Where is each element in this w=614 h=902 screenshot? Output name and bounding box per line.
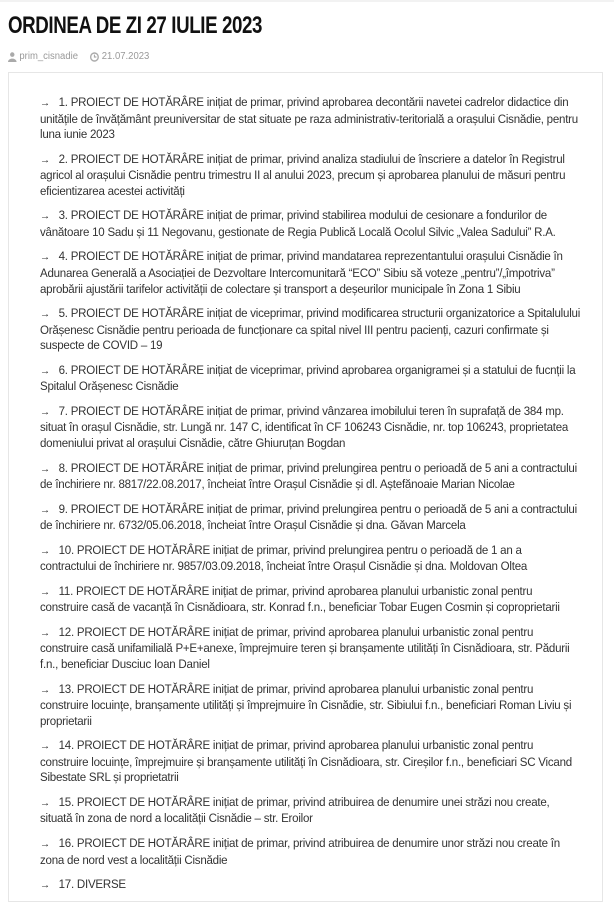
agenda-item — [40, 625, 580, 673]
agenda-item-text: 2. PROIECT DE HOTĂRÂRE inițiat de primar, privind analiza stadiului de înscriere a datelor în Registrul agricol al orașului Cisnădie pentru trimestru II al anului 2023, precum și aprobarea planului de măsuri pentru eficientizarea acestei activități — [40, 151, 566, 198]
agenda-item — [40, 877, 580, 894]
arrow-icon: → — [40, 740, 50, 753]
arrow-icon: → — [40, 210, 50, 223]
agenda-item — [40, 95, 580, 143]
agenda-item-text: 8. PROIECT DE HOTĂRÂRE inițiat de primar, privind prelungirea pentru o perioadă de 5 ani a contractului de închiriere nr. 8817/22.08.2017, încheiat între Orașul Cisnădie și dl. Aștefănoaie Marian Nicolae — [40, 460, 577, 492]
agenda-item — [40, 306, 580, 354]
agenda-item — [40, 836, 580, 868]
arrow-icon: → — [40, 837, 50, 850]
agenda-item-text: 12. PROIECT DE HOTĂRÂRE inițiat de primar, privind aprobarea planului urbanistic zonal pentru construire casă unifamilială P+E+anexe, împrejmuire teren și branșamente utilități în Cisnădioara, str. Pădurii f.n., beneficiar Dusciuc Ioan Daniel — [40, 624, 570, 672]
agenda-item-text: 7. PROIECT DE HOTĂRÂRE inițiat de primar, privind vânzarea imobilului teren în suprafață de 384 mp. situat în orașul Cisnădie, str. Lungă nr. 147 C, identificat în CF 106243 Cisnădie, nr. top 106243, proprietatea domeniului privat al orașului Cisnădie, către Ghiuruțan Bogdan — [40, 403, 569, 451]
agenda-item — [40, 584, 580, 616]
agenda-list — [40, 95, 580, 902]
arrow-icon: → — [40, 503, 50, 516]
arrow-icon: → — [40, 683, 50, 696]
arrow-icon: → — [40, 626, 50, 639]
agenda-item-text: 3. PROIECT DE HOTĂRÂRE inițiat de primar, privind stabilirea modului de cesionare a fondurilor de vânătoare 10 Sadu și 11 Negovanu, gestionate de Regia Publică Locală Ocolul Silvic „Valea Sadului” R.A. — [40, 208, 556, 239]
agenda-item — [40, 795, 580, 827]
arrow-icon: → — [40, 97, 50, 109]
agenda-item-text: 16. PROIECT DE HOTĂRÂRE inițiat de primar, privind atribuirea de denumire unor străzi nou create în zona de nord vest a localității Cisnădie — [40, 835, 560, 867]
clock-icon — [89, 52, 99, 62]
agenda-item-text: 13. PROIECT DE HOTĂRÂRE inițiat de primar, privind aprobarea planului urbanistic zonal pentru construire locuințe, branșamente utilități și împrejmuire în Cisnădie, str. Sibiului f.n., beneficiari Roman Liviu și proprietarii — [40, 681, 572, 728]
arrow-icon: → — [40, 308, 50, 321]
agenda-item-text: 6. PROIECT DE HOTĂRÂRE inițiat de viceprimar, privind aprobarea organigramei și a statului de fucnții la Spitalul Orășenesc Cisnădie — [40, 362, 576, 394]
arrow-icon: → — [40, 153, 50, 166]
agenda-item — [40, 404, 580, 452]
page-title: ORDINEA DE ZI 27 IULIE 2023 — [8, 12, 263, 39]
agenda-item-text: 15. PROIECT DE HOTĂRÂRE inițiat de primar, privind atribuirea de denumire unei străzi nou create, situată în zona de nord a localității Cisnădie – str. Eroilor — [40, 794, 550, 826]
arrow-icon: → — [40, 251, 50, 264]
arrow-icon: → — [40, 364, 50, 377]
agenda-item — [40, 461, 580, 493]
arrow-icon: → — [40, 462, 50, 475]
date-text: 21.07.2023 — [101, 51, 150, 62]
user-icon — [8, 52, 17, 62]
agenda-item — [40, 738, 580, 786]
agenda-item — [40, 502, 580, 534]
top-divider — [0, 0, 614, 2]
agenda-item-text: 17. DIVERSE — [58, 877, 126, 891]
agenda-item-text: 9. PROIECT DE HOTĂRÂRE inițiat de primar, privind prelungirea pentru o perioadă de 5 ani a contractului de închiriere nr. 6732/05.06.2018, încheiat între Orașul Cisnădie și dna. Găvan Marcela — [40, 501, 577, 533]
post-meta — [8, 51, 149, 62]
agenda-item-text: 14. PROIECT DE HOTĂRÂRE inițiat de primar, privind aprobarea planului urbanistic zonal pentru construire locuințe, împrejmuire și branșamente utilități în Cisnădioara, str. Cireșilor f.n., beneficiari SC Vicand Sibestate SRL și proprietatrii — [40, 738, 572, 785]
agenda-item — [40, 543, 580, 575]
post-author[interactable] — [8, 51, 78, 62]
agenda-item-text: 4. PROIECT DE HOTĂRÂRE inițiat de primar, privind mandatarea reprezentantului orașului Cisnădie în Adunarea Generală a Asociației de Dezvoltare Intercomunitară “ECO” Sibiu să voteze „pentru”/„împotriva” aprobării ajustării tarifelor activității de colectare și transport a deșeurilor municipale în Zona 1 Sibiu — [40, 249, 563, 296]
arrow-icon: → — [40, 544, 50, 557]
agenda-item-text: 5. PROIECT DE HOTĂRÂRE inițiat de viceprimar, privind modificarea structurii organizatorice a Spitalulului Orășenesc Cisnădie pentru perioada de funcționare ca spital nivel III pentru pacienți, cazuri confirmate și suspecte de COVID – 19 — [40, 306, 581, 353]
agenda-item — [40, 363, 580, 395]
agenda-item-text: 1. PROIECT DE HOTĂRÂRE inițiat de primar, privind aprobarea decontării navetei cadrelor didactice din unitățile de învățământ preuniversitar de stat situate pe raza administrativ-teritorială a orașului Cisnădie, pentru luna iunie 2023 — [40, 95, 578, 142]
agenda-item — [40, 249, 580, 297]
post-date — [89, 51, 149, 62]
arrow-icon: → — [40, 879, 50, 891]
agenda-item — [40, 152, 580, 200]
agenda-item — [40, 208, 580, 240]
arrow-icon: → — [40, 585, 50, 598]
arrow-icon: → — [40, 405, 50, 418]
agenda-item-text: 10. PROIECT DE HOTĂRÂRE inițiat de primar, privind prelungirea pentru o perioadă de 1 an a contractului de închiriere nr. 9857/03.09.2018, încheiat între Orașul Cisnădie și dna. Moldovan Oltea — [40, 542, 528, 574]
author-name[interactable]: prim_cisnadie — [19, 51, 79, 62]
agenda-item — [40, 682, 580, 730]
arrow-icon: → — [40, 796, 50, 809]
agenda-item-text: 11. PROIECT DE HOTĂRÂRE inițiat de primar, privind aprobarea planului urbanistic zonal pentru construire casă de vacanță în Cisnădioara, str. Konrad f.n., beneficiar Tobar Eugen Cosmin și coproprietarii — [40, 583, 560, 615]
